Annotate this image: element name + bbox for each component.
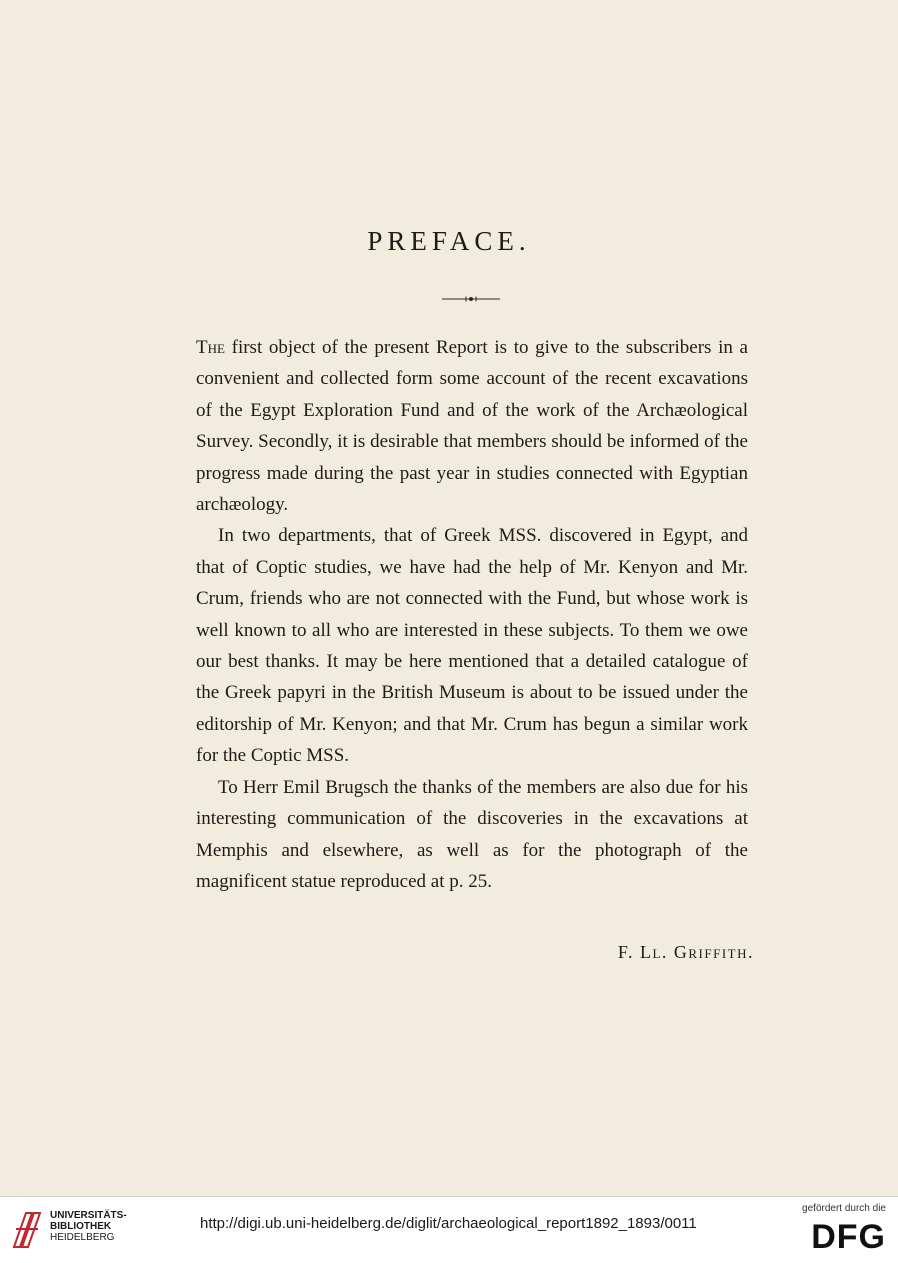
paragraph-3: To Herr Emil Brugsch the thanks of the members are also due for his interesting communication of the discoveries in the excavations at Memphis and elsewhere, as well as for the photograph of the magnificent statue reproduced at p. 25. — [196, 776, 748, 892]
university-library-name[interactable] — [50, 1210, 127, 1243]
author-signature: F. Ll. Griffith. — [617, 942, 754, 962]
permalink-url[interactable]: http://digi.ub.uni-heidelberg.de/diglit/archaeological_report1892_1893/0011 — [200, 1215, 697, 1232]
dfg-logo[interactable]: DFG — [811, 1218, 886, 1256]
ornament-divider — [442, 296, 500, 302]
paragraph-2: In two departments, that of Greek MSS. discovered in Egypt, and that of Coptic studies, we have had the help of Mr. Kenyon and Mr. Crum, friends who are not connected with the Fund, but whose work is well known to all who are interested in these subjects. To them we owe our best thanks. It may be here mentioned that a detailed catalogue of the Greek papyri in the British Museum is about to be issued under the editorship of Mr. Kenyon; and that Mr. Crum has begun a similar work for the Coptic MSS. — [196, 525, 748, 767]
page-title: PREFACE. — [367, 226, 531, 256]
funded-by-label: gefördert durch die — [802, 1203, 886, 1214]
institution-line-3: HEIDELBERG — [50, 1232, 115, 1243]
preface-body — [196, 332, 748, 897]
institution-line-2: BIBLIOTHEK — [50, 1221, 112, 1232]
institution-line-1: UNIVERSITÄTS- — [50, 1210, 127, 1221]
paragraph-1-text: first object of the present Report is to give to the subscribers in a convenient and collected form some account of the recent excavations of the Egypt Exploration Fund and of the work of the Archæological Survey. Secondly, it is desirable that members should be informed of the progress made during the past year in studies connected with Egyptian archæology. — [196, 337, 748, 516]
paragraph-1 — [196, 332, 748, 520]
paragraph-lead-word: The — [196, 337, 225, 358]
university-library-logo-icon[interactable] — [10, 1207, 44, 1251]
